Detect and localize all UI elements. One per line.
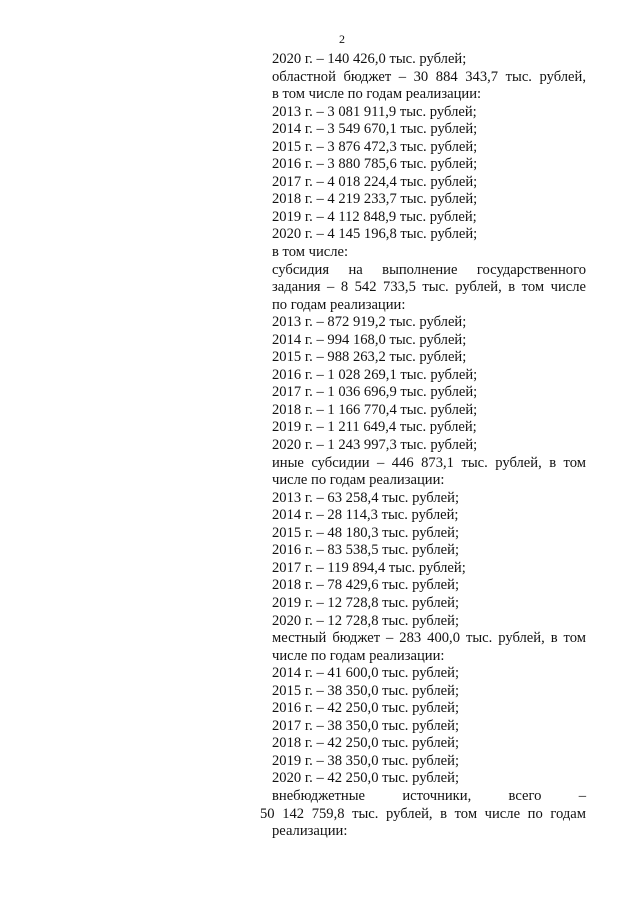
text-line: 2013 г. – 3 081 911,9 тыс. рублей; (272, 103, 477, 120)
text-line: иные субсидии – 446 873,1 тыс. рублей, в том (272, 454, 586, 471)
text-line: 50 142 759,8 тыс. рублей, в том числе по годам (260, 805, 586, 822)
text-line: 2018 г. – 42 250,0 тыс. рублей; (272, 735, 459, 752)
text-line: 2015 г. – 3 876 472,3 тыс. рублей; (272, 138, 478, 155)
text-line: 2016 г. – 3 880 785,6 тыс. рублей; (272, 156, 478, 173)
text-line: 2018 г. – 4 219 233,7 тыс. рублей; (272, 191, 478, 208)
text-line: 2019 г. – 1 211 649,4 тыс. рублей; (272, 419, 477, 436)
text-line: реализации: (272, 823, 348, 840)
text-line: 2020 г. – 1 243 997,3 тыс. рублей; (272, 437, 478, 454)
text-line: числе по годам реализации: (272, 472, 445, 489)
text-line: 2019 г. – 38 350,0 тыс. рублей; (272, 752, 459, 769)
text-line: 2014 г. – 41 600,0 тыс. рублей; (272, 665, 459, 682)
text-line: 2014 г. – 28 114,3 тыс. рублей; (272, 507, 459, 524)
text-line: в том числе: (272, 244, 349, 261)
text-line: 2020 г. – 42 250,0 тыс. рублей; (272, 770, 459, 787)
text-line: 2014 г. – 3 549 670,1 тыс. рублей; (272, 121, 478, 138)
text-line: 2016 г. – 83 538,5 тыс. рублей; (272, 542, 459, 559)
text-line: 2017 г. – 119 894,4 тыс. рублей; (272, 559, 466, 576)
text-line: субсидия на выполнение государственного (272, 261, 586, 278)
text-line: областной бюджет – 30 884 343,7 тыс. рублей, (272, 68, 586, 85)
text-line: 2015 г. – 988 263,2 тыс. рублей; (272, 349, 467, 366)
text-line: 2019 г. – 4 112 848,9 тыс. рублей; (272, 208, 477, 225)
text-line: местный бюджет – 283 400,0 тыс. рублей, в том (272, 630, 586, 647)
text-line: по годам реализации: (272, 296, 406, 313)
text-line: 2013 г. – 872 919,2 тыс. рублей; (272, 314, 467, 331)
text-line: 2016 г. – 1 028 269,1 тыс. рублей; (272, 366, 478, 383)
text-line: 2018 г. – 1 166 770,4 тыс. рублей; (272, 401, 478, 418)
document-text-block (260, 51, 586, 841)
text-line: 2013 г. – 63 258,4 тыс. рублей; (272, 489, 459, 506)
text-line: задания – 8 542 733,5 тыс. рублей, в том числе (272, 279, 586, 296)
text-line: 2017 г. – 38 350,0 тыс. рублей; (272, 717, 459, 734)
text-line: 2015 г. – 48 180,3 тыс. рублей; (272, 524, 459, 541)
text-line: 2017 г. – 4 018 224,4 тыс. рублей; (272, 173, 478, 190)
text-line: внебюджетные источники, всего – (272, 787, 586, 804)
page-number: 2 (339, 32, 345, 46)
text-line: 2020 г. – 140 426,0 тыс. рублей; (272, 51, 467, 67)
text-line: числе по годам реализации: (272, 647, 445, 664)
text-line: 2017 г. – 1 036 696,9 тыс. рублей; (272, 384, 478, 401)
text-line: 2018 г. – 78 429,6 тыс. рублей; (272, 577, 459, 594)
text-line: 2015 г. – 38 350,0 тыс. рублей; (272, 682, 459, 699)
text-line: 2020 г. – 12 728,8 тыс. рублей; (272, 612, 459, 629)
text-line: 2019 г. – 12 728,8 тыс. рублей; (272, 594, 459, 611)
text-line: 2014 г. – 994 168,0 тыс. рублей; (272, 331, 467, 348)
text-line: 2020 г. – 4 145 196,8 тыс. рублей; (272, 226, 478, 243)
text-line: 2016 г. – 42 250,0 тыс. рублей; (272, 700, 459, 717)
text-line: в том числе по годам реализации: (272, 86, 482, 103)
